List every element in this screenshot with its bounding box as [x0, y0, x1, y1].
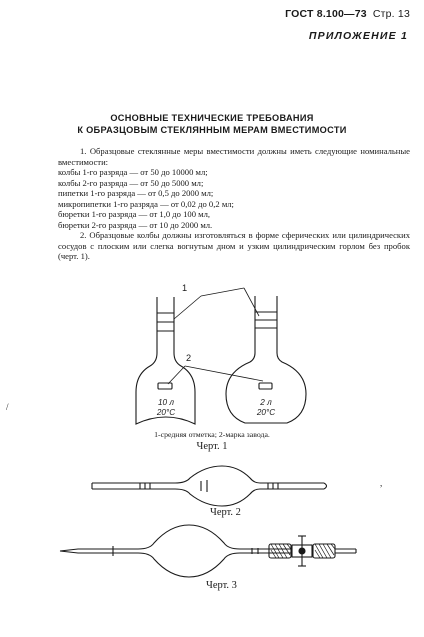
flask-left-temp: 20°C: [156, 408, 176, 417]
figure3-caption: Черт. 3: [206, 580, 237, 591]
flask-right-label: [246, 398, 286, 418]
appendix-label: ПРИЛОЖЕНИЕ 1: [308, 30, 408, 42]
paragraph-1: 1. Образцовые стеклянные меры вместимости должны иметь следующие номинальные вместимости:: [58, 146, 410, 167]
section-title-line1: ОСНОВНЫЕ ТЕХНИЧЕСКИЕ ТРЕБОВАНИЯ: [110, 113, 314, 123]
figure2-caption: Черт. 2: [210, 507, 241, 518]
flask-right-volume: 2 л: [260, 398, 272, 407]
section-title-line2: К ОБРАЗЦОВЫМ СТЕКЛЯННЫМ МЕРАМ ВМЕСТИМОСТИ: [77, 125, 347, 135]
burette-drawing: [60, 525, 356, 577]
figure1-legend: 1-средняя отметка; 2-марка завода.: [154, 430, 270, 439]
list-item: микропипетки 1-го разряда — от 0,02 до 0,2 мл;: [58, 198, 234, 209]
figure1-caption: Черт. 1: [196, 441, 228, 452]
standard-number: ГОСТ 8.100—73: [285, 8, 367, 20]
flask-left-label: [146, 398, 186, 418]
stray-mark-right: ,: [380, 478, 383, 488]
list-item: бюретки 2-го разряда — от 10 до 2000 мл.: [58, 219, 213, 230]
list-item: бюретки 1-го разряда — от 1,0 до 100 мл,: [58, 209, 211, 220]
page-number: Стр. 13: [372, 8, 410, 20]
list-item: колбы 1-го разряда — от 50 до 10000 мл;: [58, 167, 208, 177]
leader-lines: [168, 288, 263, 384]
stray-mark-left: /: [6, 402, 9, 412]
pipette-drawing: [92, 466, 327, 506]
list-item: пипетки 1-го разряда — от 0,5 до 2000 мл;: [58, 188, 214, 199]
callout-1: 1: [182, 283, 188, 293]
list-item: колбы 2-го разряда — от 50 до 5000 мл;: [58, 177, 204, 188]
flask-left-volume: 10 л: [158, 398, 174, 407]
callout-2: 2: [186, 353, 192, 363]
paragraph-2: 2. Образцовые колбы должны изготовляться в форме сферических или цилиндрических сосудов с плоским или слегка вогнутым дном и узким цилиндрическим горлом без пробок (черт. 1).: [58, 230, 410, 262]
flask-right-temp: 20°C: [256, 408, 276, 417]
